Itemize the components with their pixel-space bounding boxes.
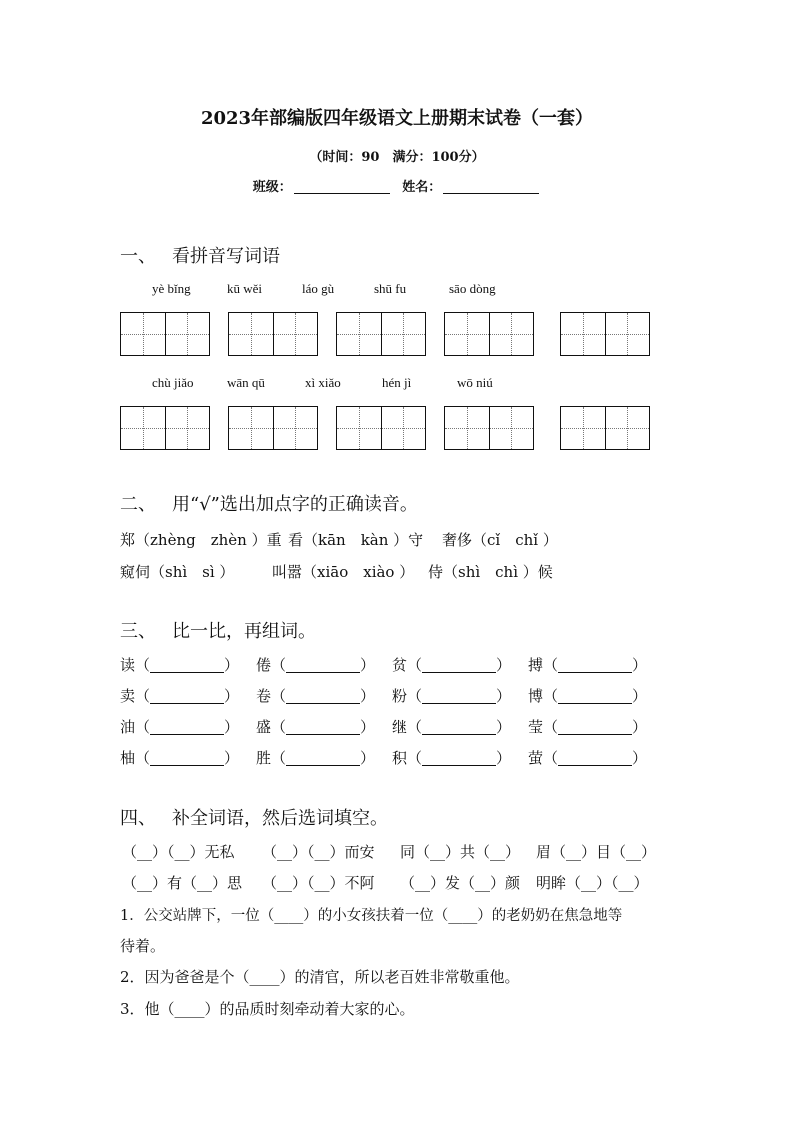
word-blank[interactable] xyxy=(150,720,224,735)
compare-char: 博 xyxy=(528,687,544,705)
name-field[interactable] xyxy=(443,180,539,194)
word-blank[interactable] xyxy=(558,658,632,673)
idiom-item[interactable]: （__）有（__）思 xyxy=(122,874,243,892)
compare-char: 卷 xyxy=(256,687,272,705)
writing-grid[interactable] xyxy=(120,312,210,356)
pinyin-label: shū fu xyxy=(374,281,407,296)
reading-item[interactable]: 郑（zhèng zhèn ）重 xyxy=(120,531,282,549)
fill-question-3[interactable]: 3．他（____）的品质时刻牵动着大家的心。 xyxy=(120,1000,415,1018)
word-blank[interactable] xyxy=(422,720,496,735)
compare-item: 萤（ ） xyxy=(528,749,648,767)
compare-char: 搏 xyxy=(528,656,544,674)
compare-item: 莹（ ） xyxy=(528,718,648,736)
pinyin-label: kū wěi xyxy=(227,281,263,296)
pinyin-label: sāo dòng xyxy=(449,281,496,296)
reading-item[interactable]: 叫嚣（xiāo xiào ） xyxy=(272,563,415,581)
exam-time-score: （时间：90 满分：100分） xyxy=(309,150,485,165)
word-blank[interactable] xyxy=(422,689,496,704)
idiom-item[interactable]: 眉（__）目（__） xyxy=(536,843,657,861)
class-label: 班级： xyxy=(252,180,292,195)
compare-char: 盛 xyxy=(256,718,272,736)
compare-char: 倦 xyxy=(256,656,272,674)
word-blank[interactable] xyxy=(150,689,224,704)
writing-grid[interactable] xyxy=(444,312,534,356)
compare-char: 读 xyxy=(120,656,136,674)
compare-item: 盛（ ） xyxy=(256,718,376,736)
word-blank[interactable] xyxy=(422,658,496,673)
word-blank[interactable] xyxy=(422,751,496,766)
word-blank[interactable] xyxy=(558,720,632,735)
word-blank[interactable] xyxy=(286,689,360,704)
writing-grid[interactable] xyxy=(228,406,318,450)
compare-char: 萤 xyxy=(528,749,544,767)
reading-item[interactable]: 看（kān kàn ）守 xyxy=(288,531,424,549)
compare-item: 卷（ ） xyxy=(256,687,376,705)
section-2-heading xyxy=(120,490,418,516)
word-blank[interactable] xyxy=(150,751,224,766)
compare-item: 粉（ ） xyxy=(392,687,512,705)
word-blank[interactable] xyxy=(558,689,632,704)
word-blank[interactable] xyxy=(558,751,632,766)
compare-char: 粉 xyxy=(392,687,408,705)
section-title: 用“√”选出加点字的正确读音。 xyxy=(172,494,418,515)
writing-grid[interactable] xyxy=(560,406,650,450)
compare-item: 胜（ ） xyxy=(256,749,376,767)
writing-grid[interactable] xyxy=(336,406,426,450)
compare-item: 读（ ） xyxy=(120,656,240,674)
fill-question-1-cont: 待着。 xyxy=(120,937,166,955)
compare-char: 积 xyxy=(392,749,408,767)
word-blank[interactable] xyxy=(286,751,360,766)
compare-item: 继（ ） xyxy=(392,718,512,736)
pinyin-label: wō niú xyxy=(457,375,493,390)
pinyin-label: chù jiǎo xyxy=(152,375,194,390)
word-blank[interactable] xyxy=(286,720,360,735)
pinyin-label: hén jì xyxy=(382,375,412,390)
fill-question-1[interactable]: 1．公交站牌下，一位（____）的小女孩扶着一位（____）的老奶奶在焦急地等 xyxy=(120,908,623,924)
pinyin-label: xì xiǎo xyxy=(305,375,341,390)
page-title: 2023年部编版四年级语文上册期末试卷（一套） xyxy=(200,108,594,129)
reading-item[interactable]: 窥伺（shì sì ） xyxy=(120,563,235,581)
fill-question-2[interactable]: 2．因为爸爸是个（____）的清官，所以老百姓非常敬重他。 xyxy=(120,968,520,986)
section-number: 三、 xyxy=(120,621,156,642)
compare-char: 莹 xyxy=(528,718,544,736)
compare-char: 油 xyxy=(120,718,136,736)
writing-grid[interactable] xyxy=(560,312,650,356)
word-blank[interactable] xyxy=(286,658,360,673)
writing-grid[interactable] xyxy=(444,406,534,450)
idiom-item[interactable]: （__）（__）不阿 xyxy=(262,874,375,892)
section-number: 四、 xyxy=(120,808,156,829)
reading-item[interactable]: 奢侈（cǐ chǐ ） xyxy=(442,531,558,549)
reading-item[interactable]: 侍（shì chì ）候 xyxy=(428,563,553,581)
compare-item: 积（ ） xyxy=(392,749,512,767)
section-title: 看拼音写词语 xyxy=(172,246,280,267)
section-title: 补全词语，然后选词填空。 xyxy=(172,808,388,829)
pinyin-label: wān qū xyxy=(227,375,265,390)
idiom-item[interactable]: （__）（__）无私 xyxy=(122,843,235,861)
pinyin-label: láo gù xyxy=(302,281,335,296)
idiom-item[interactable]: （__）发（__）颜 xyxy=(400,874,521,892)
compare-item: 油（ ） xyxy=(120,718,240,736)
compare-item: 卖（ ） xyxy=(120,687,240,705)
writing-grid[interactable] xyxy=(336,312,426,356)
writing-grid[interactable] xyxy=(228,312,318,356)
idiom-item[interactable]: 明眸（__）（__） xyxy=(536,874,649,892)
student-info xyxy=(0,176,794,195)
section-4-heading xyxy=(120,804,388,830)
compare-char: 胜 xyxy=(256,749,272,767)
section-title: 比一比，再组词。 xyxy=(172,621,316,642)
compare-item: 博（ ） xyxy=(528,687,648,705)
section-number: 二、 xyxy=(120,494,156,515)
idiom-item[interactable]: （__）（__）而安 xyxy=(262,843,375,861)
section-1-heading xyxy=(120,242,280,268)
compare-item: 柚（ ） xyxy=(120,749,240,767)
compare-char: 卖 xyxy=(120,687,136,705)
compare-item: 搏（ ） xyxy=(528,656,648,674)
class-field[interactable] xyxy=(294,180,390,194)
compare-item: 倦（ ） xyxy=(256,656,376,674)
writing-grid[interactable] xyxy=(120,406,210,450)
section-3-heading xyxy=(120,617,316,643)
pinyin-label: yè bǐng xyxy=(152,281,191,296)
section-number: 一、 xyxy=(120,246,156,267)
compare-char: 贫 xyxy=(392,656,408,674)
idiom-item[interactable]: 同（__）共（__） xyxy=(400,843,521,861)
name-label: 姓名： xyxy=(402,180,442,195)
compare-char: 继 xyxy=(392,718,408,736)
compare-item: 贫（ ） xyxy=(392,656,512,674)
word-blank[interactable] xyxy=(150,658,224,673)
compare-char: 柚 xyxy=(120,749,136,767)
